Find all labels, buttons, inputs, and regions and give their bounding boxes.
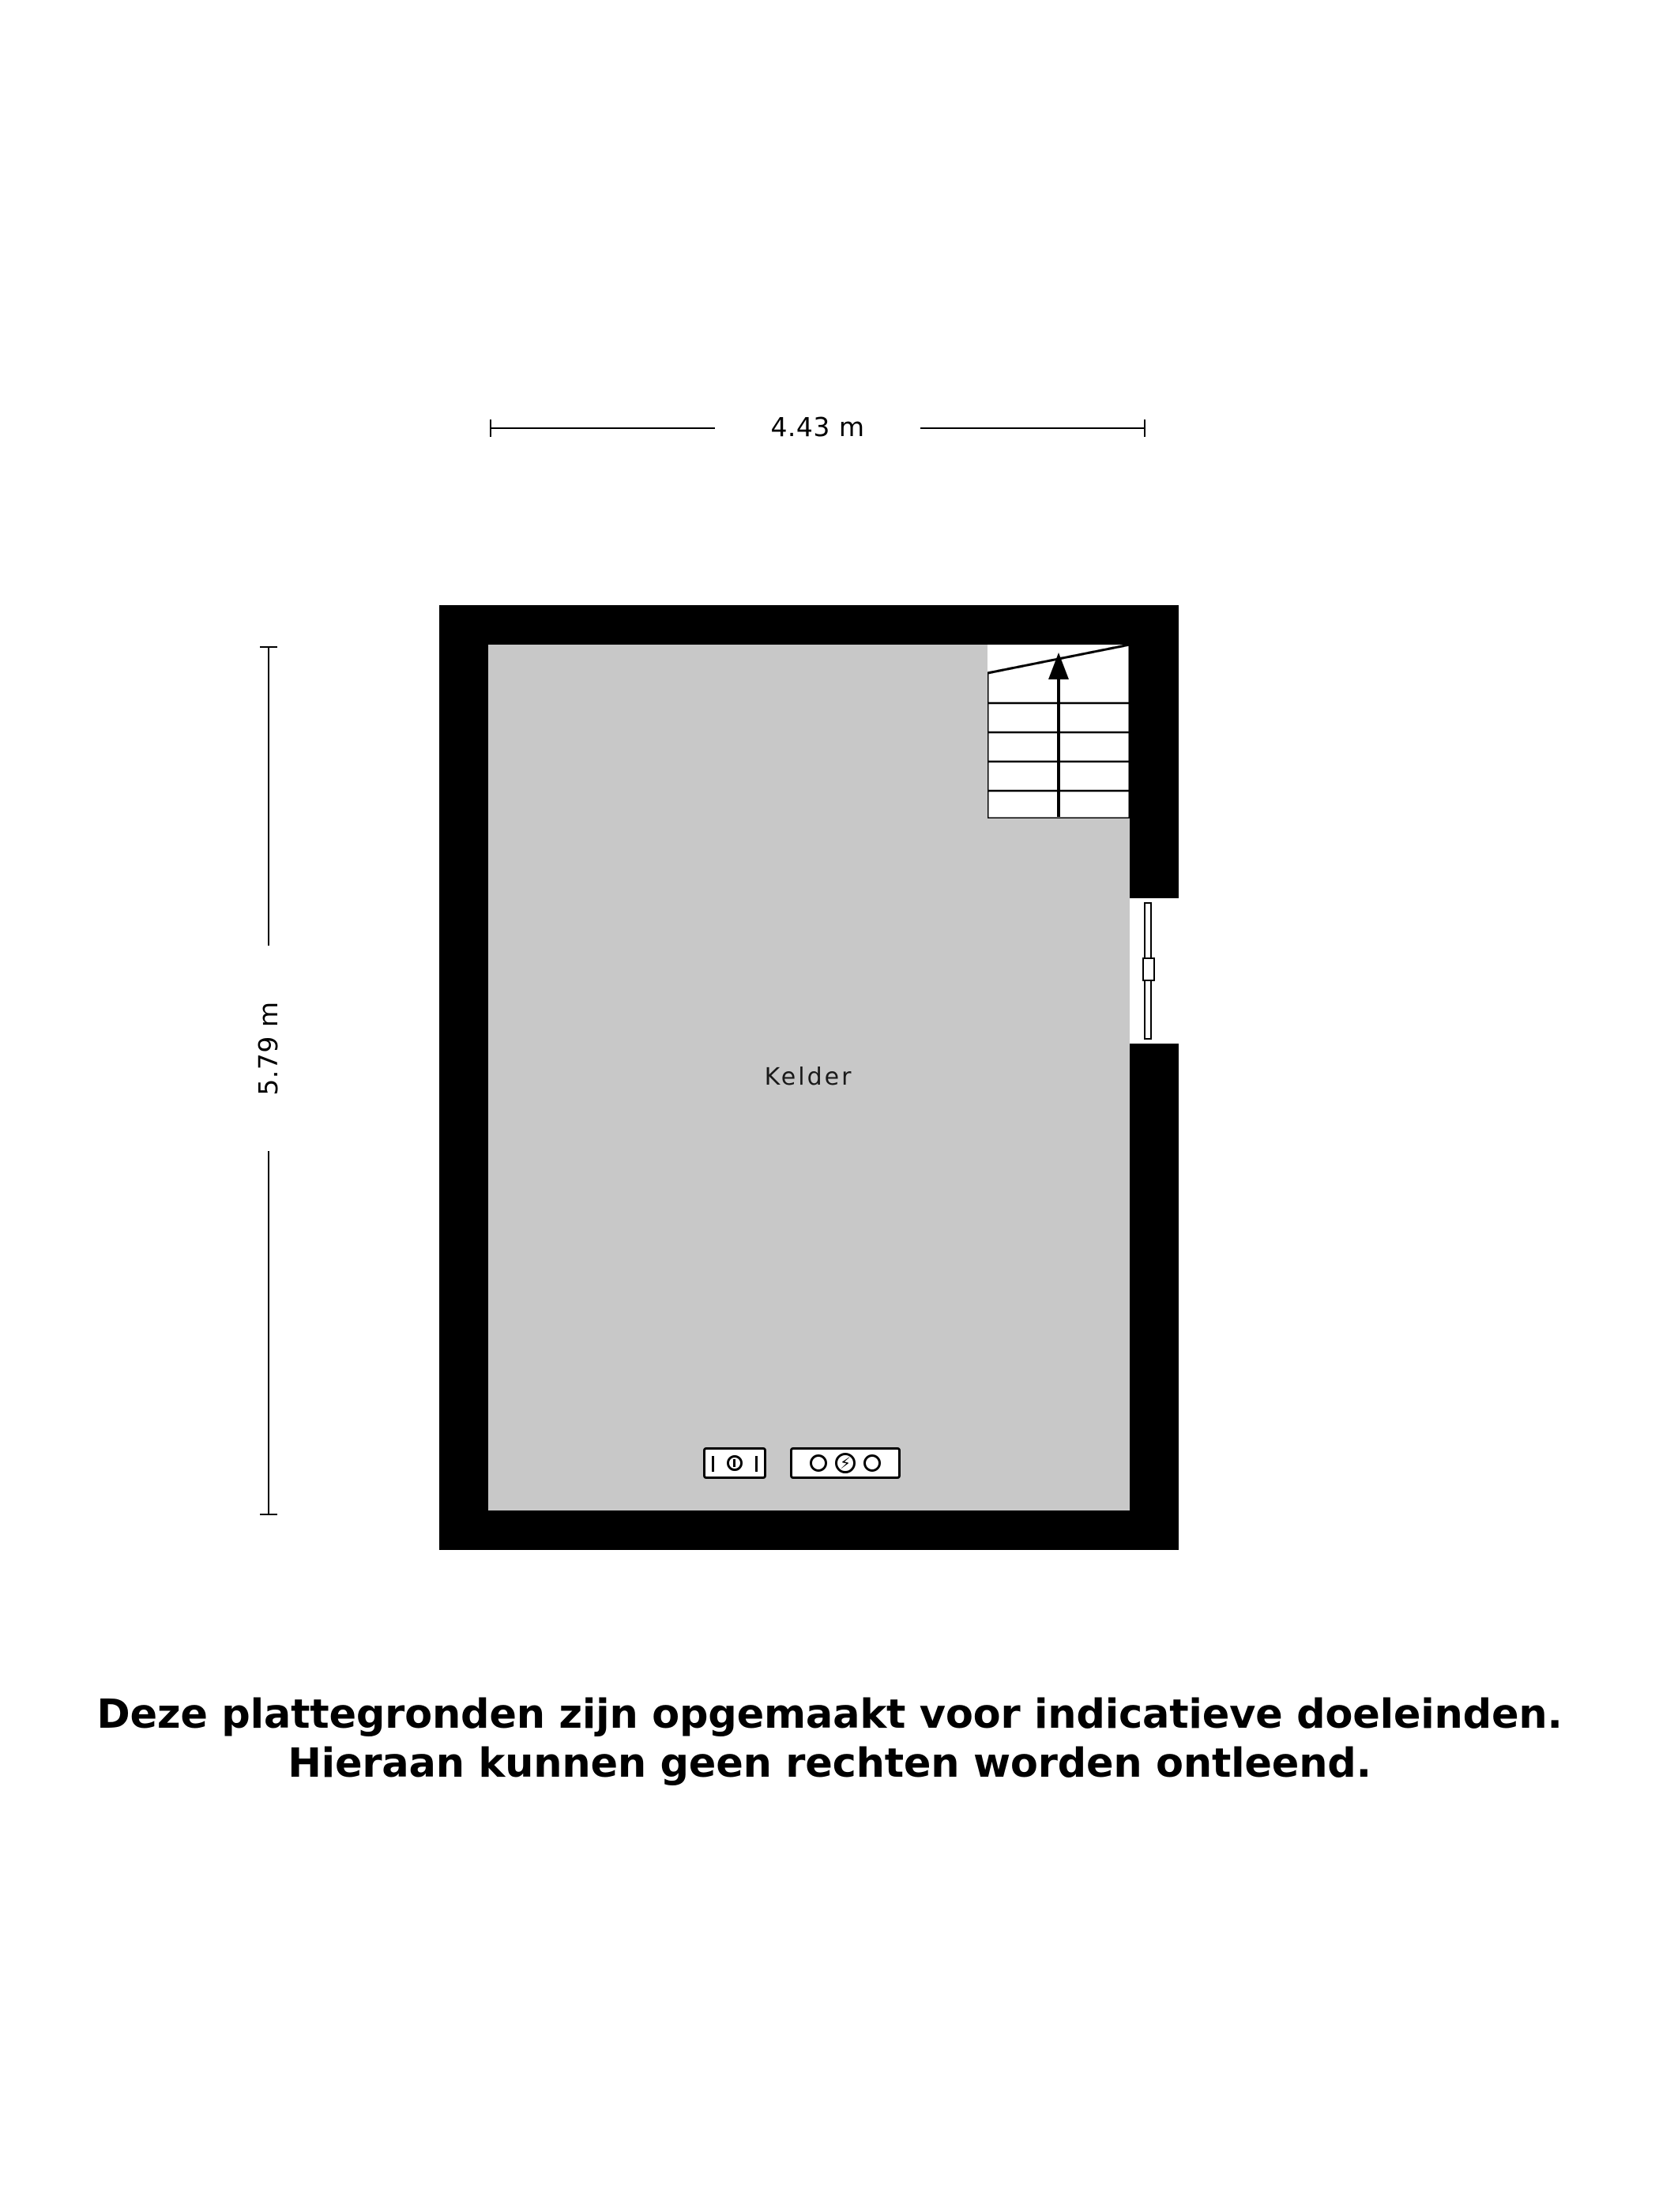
dimension-width [490, 404, 1146, 452]
dimension-width-label: 4.43 m [715, 404, 920, 450]
door-edge-bottom [1130, 1044, 1179, 1046]
dimension-height [237, 646, 300, 1515]
disclaimer-line-1: Deze plattegronden zijn opgemaakt voor indicatieve doeleinden. [96, 1691, 1563, 1738]
ceiling-light-icon [703, 1447, 766, 1479]
room-label-kelder: Kelder [764, 1063, 854, 1091]
dimension-width-cap-left [490, 419, 491, 437]
dimension-height-cap-bottom [260, 1514, 277, 1515]
light-bracket-right [755, 1456, 758, 1472]
lightning-bolt-icon: ⚡ [835, 1453, 856, 1473]
socket-circle-right [863, 1454, 881, 1472]
electrical-fixtures [703, 1447, 901, 1487]
light-bulb-glyph [727, 1455, 743, 1471]
door-edge-top [1130, 896, 1179, 898]
door-handle [1142, 957, 1155, 981]
dimension-width-cap-right [1144, 419, 1146, 437]
power-socket-icon [790, 1447, 901, 1479]
dimension-height-label: 5.79 m [246, 946, 292, 1151]
light-bracket-left [712, 1456, 714, 1472]
dimension-height-cap-top [260, 646, 277, 648]
floor-plan [439, 605, 1179, 1550]
disclaimer-line-2: Hieraan kunnen geen rechten worden ontleend. [288, 1740, 1371, 1788]
disclaimer-text [0, 1691, 1659, 1789]
socket-circle-left [810, 1454, 827, 1472]
stairs-symbol [988, 645, 1130, 818]
door-right-wall [1130, 896, 1179, 1046]
